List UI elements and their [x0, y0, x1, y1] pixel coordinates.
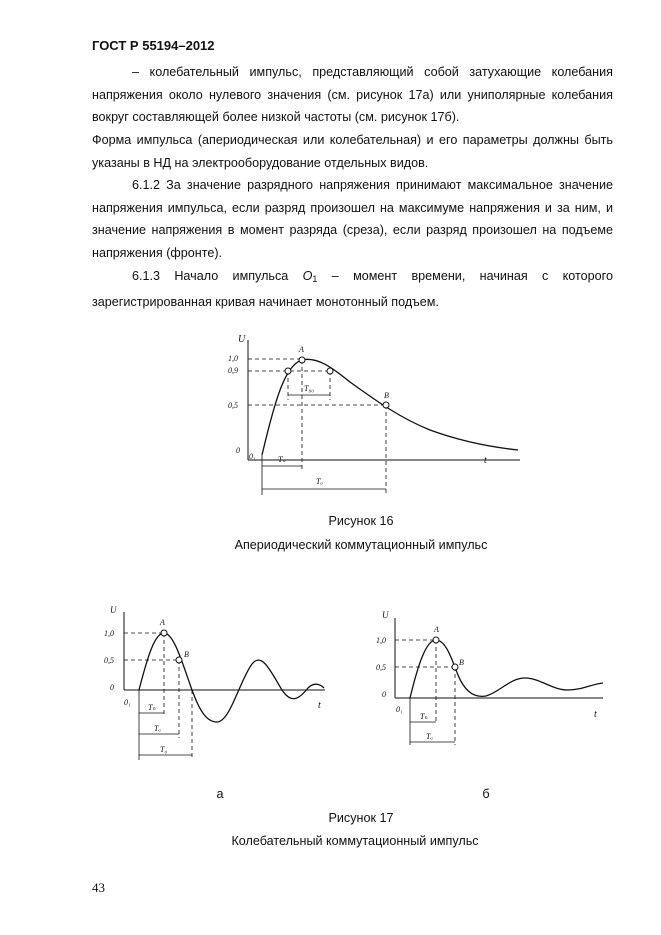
fig17a-label-t2: Tₐ [154, 724, 161, 733]
fig17b-label-t2: Tₐ [426, 732, 433, 741]
figure-16-title: Апериодический коммутационный импульс [234, 538, 488, 552]
fig16-tick-0: 0 [236, 446, 240, 455]
fig17a-tick-10: 1,0 [104, 629, 114, 638]
document-header: ГОСТ Р 55194–2012 [92, 38, 215, 53]
fig17b-label-a: A [434, 625, 439, 634]
fig16-label-t90: T₉₀ [304, 384, 315, 393]
fig17b-tick-10: 1,0 [376, 636, 386, 645]
fig17b-label-b: B [459, 658, 464, 667]
fig16-u-label: U [238, 334, 246, 345]
fig17a-label-a: A [160, 618, 165, 627]
fig17b-origin-label: 0₁ [396, 705, 403, 714]
fig17b-tick-05: 0,5 [376, 663, 386, 672]
fig16-tick-10: 1,0 [228, 354, 238, 363]
fig16-origin-label: 0₁ [249, 452, 256, 461]
figure-17b-label: б [482, 787, 490, 801]
paragraph-6-1-2: 6.1.2 За значение разрядного напряжения принимают максимальное значение напряжения импульса, если разряд произошел на максимуме напряжения и за ним, и значение напряжения в момент разряда (среза), если разряд произошел на подъеме напряжения (фронте). [92, 178, 613, 260]
fig17a-origin-label: 0₁ [124, 698, 131, 707]
fig17a-label-b: B [184, 650, 189, 659]
fig17b-impulse-curve [410, 640, 603, 698]
fig17a-t-label: t [318, 700, 321, 711]
fig16-label-a: A [299, 345, 304, 354]
fig17a-label-t1: Tₙ [148, 703, 156, 712]
fig16-label-b: B [384, 391, 389, 400]
figure-17-number: Рисунок 17 [328, 811, 394, 825]
fig17b-point-b [452, 664, 458, 670]
fig16-label-tf: Tₙ [278, 455, 286, 464]
fig17a-tick-0: 0 [110, 683, 114, 692]
paragraph-oscillatory-impulse: – колебательный импульс, представляющий собой затухающие колебания напряжения около нулевого значения (см. рисунок 17а) или униполярные колебания вокруг составляющей более низкой частоты (см. рисунок 17б). [92, 65, 613, 124]
paragraph-impulse-form: Форма импульса (апериодическая или колебательная) и его параметры должны быть указаны в НД на электрооборудование отдельных видов. [92, 133, 613, 170]
figure-17a-label: а [216, 787, 224, 801]
figure-17-title: Колебательный коммутационный импульс [231, 834, 479, 848]
figure-16-number: Рисунок 16 [328, 514, 394, 528]
paragraph-6-1-3: 6.1.3 Начало импульса $O_1$ – момент времени, начиная с которого зарегистрированная кривая начинает монотонный подъем. [92, 269, 613, 309]
fig17a-label-t3: T₀ [160, 745, 168, 754]
fig17b-u-label: U [382, 610, 389, 620]
fig17b-tick-0: 0 [382, 690, 386, 699]
fig16-t-label: t [484, 455, 487, 466]
fig17b-t-label: t [594, 709, 597, 720]
fig17b-label-t1: Tₙ [420, 712, 428, 721]
fig16-tick-09: 0,9 [228, 366, 238, 375]
fig17a-tick-05: 0,5 [104, 656, 114, 665]
page-number: 43 [92, 880, 105, 895]
fig16-label-tu: Tₐ [316, 477, 323, 486]
fig17a-u-label: U [110, 605, 117, 615]
fig17b-point-a [433, 637, 439, 643]
fig16-tick-05: 0,5 [228, 401, 238, 410]
